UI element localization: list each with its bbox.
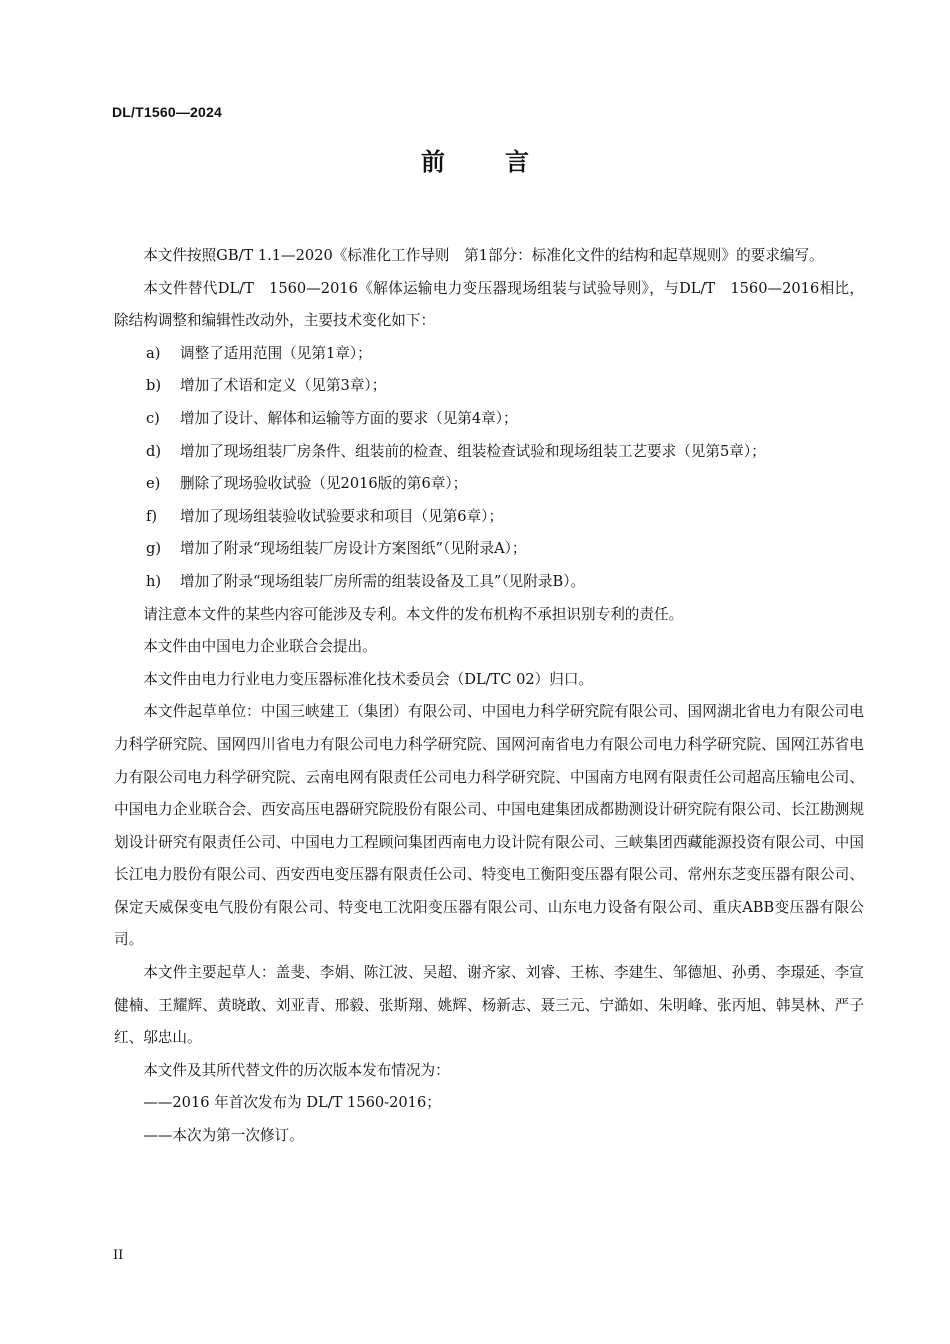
list-item <box>114 436 864 469</box>
paragraph-drafters: 本文件主要起草人：盖斐、李娟、陈江波、吴超、谢齐家、刘睿、王栋、李建生、邹德旭、孙勇、李璟延、李宣健楠、王耀辉、黄晓敢、刘亚青、邢毅、张斯翔、姚辉、杨新志、聂三元、宁澔如、朱明峰、张丙旭、韩昊林、严子红、邬忠山。 <box>114 964 864 1047</box>
list-text: 增加了现场组装验收试验要求和项目（见第6章）； <box>180 507 504 525</box>
list-label: b) <box>146 377 162 395</box>
list-text: 增加了术语和定义（见第3章）； <box>180 377 387 395</box>
list-item <box>114 403 864 436</box>
paragraph-drafting-units: 本文件起草单位：中国三峡建工（集团）有限公司、中国电力科学研究院有限公司、国网湖北省电力有限公司电力科学研究院、国网四川省电力有限公司电力科学研究院、国网河南省电力有限公司电力科学研究院、国网江苏省电力有限公司电力科学研究院、云南电网有限责任公司电力科学研究院、中国南方电网有限责任公司超高压输电公司、中国电力企业联合会、西安高压电器研究院股份有限公司、中国电建集团成都勘测设计研究院有限公司、长江勘测规划设计研究有限责任公司、中国电力工程顾问集团西南电力设计院有限公司、三峡集团西藏能源投资有限公司、中国长江电力股份有限公司、西安西电变压器有限责任公司、特变电工衡阳变压器有限公司、常州东芝变压器有限公司、保定天威保变电气股份有限公司、特变电工沈阳变压器有限公司、山东电力设备有限公司、重庆ABB变压器有限公司。 <box>114 703 864 949</box>
list-label: f) <box>146 507 158 525</box>
list-label: h) <box>146 572 162 590</box>
paragraph-history-current: ——本次为第一次修订。 <box>143 1127 304 1145</box>
list-item <box>114 533 864 566</box>
list-label: e) <box>146 475 161 493</box>
paragraph-history-intro: 本文件及其所代替文件的历次版本发布情况为： <box>143 1061 450 1079</box>
paragraph-patent-notice: 请注意本文件的某些内容可能涉及专利。本文件的发布机构不承担识别专利的责任。 <box>143 605 684 623</box>
list-label: d) <box>146 442 162 460</box>
list-item <box>114 468 864 501</box>
list-text: 增加了附录“现场组装厂房设计方案图纸”（见附录A）； <box>180 540 527 558</box>
paragraph-drafting-rules: 本文件按照GB/T 1.1—2020《标准化工作导则 第1部分：标准化文件的结构和起草规则》的要求编写。 <box>143 247 824 264</box>
page-title: 前言 <box>421 148 589 176</box>
list-label: g) <box>146 540 162 558</box>
list-text: 调整了适用范围（见第1章）； <box>180 344 372 362</box>
standard-number: DL/T1560—2024 <box>112 104 222 120</box>
list-text: 增加了附录“现场组装厂房所需的组装设备及工具”（见附录B）。 <box>180 572 586 590</box>
list-item <box>114 566 864 599</box>
paragraph-committee: 本文件由电力行业电力变压器标准化技术委员会（DL/TC 02）归口。 <box>143 670 594 688</box>
foreword-body <box>114 240 864 1153</box>
list-text: 增加了现场组装厂房条件、组装前的检查、组装检查试验和现场组装工艺要求（见第5章）； <box>180 442 766 460</box>
list-item <box>114 501 864 534</box>
list-item <box>114 338 864 371</box>
list-text: 增加了设计、解体和运输等方面的要求（见第4章）； <box>180 409 518 427</box>
list-item <box>114 370 864 403</box>
list-label: c) <box>146 409 160 427</box>
list-text: 删除了现场验收试验（见2016版的第6章）； <box>180 475 468 493</box>
paragraph-replacement: 本文件替代DL/T 1560—2016《解体运输电力变压器现场组装与试验导则》，与DL/T 1560—2016相比，除结构调整和编辑性改动外，主要技术变化如下： <box>114 279 864 330</box>
list-label: a) <box>146 344 161 362</box>
page-number: II <box>113 1248 124 1263</box>
paragraph-history-2016: ——2016 年首次发布为 DL/T 1560-2016； <box>143 1094 441 1112</box>
paragraph-proposer: 本文件由中国电力企业联合会提出。 <box>143 638 377 656</box>
